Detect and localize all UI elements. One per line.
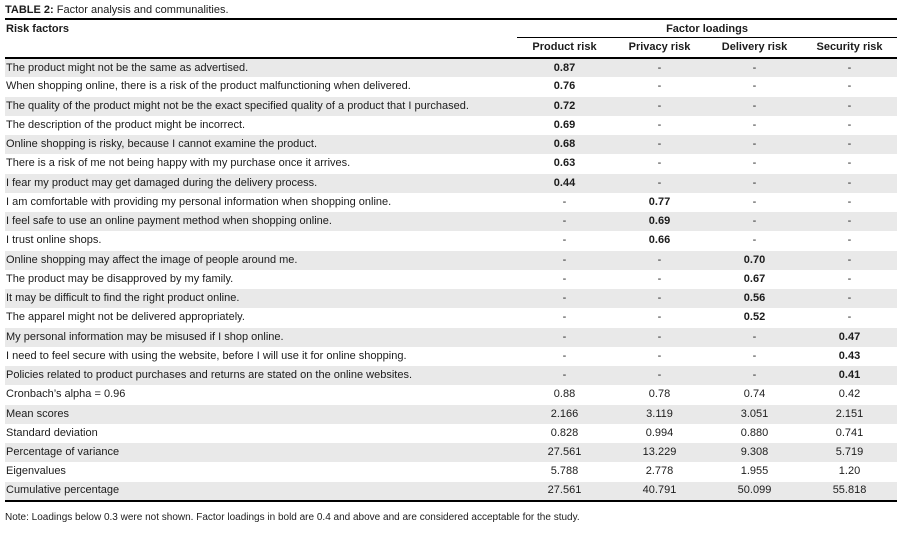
risk-factor-label: Online shopping is risky, because I cannot examine the product.: [6, 138, 318, 151]
risk-factor-label: It may be difficult to find the right product online.: [6, 292, 240, 305]
loading-value-delivery: 0.56: [743, 292, 766, 305]
column-header-risk-factors: Risk factors: [5, 20, 517, 58]
table-row: [5, 97, 897, 116]
table-caption-number: TABLE 2:: [5, 4, 54, 16]
table-row: [5, 58, 897, 77]
table-row: [5, 231, 897, 250]
table-row: [5, 443, 897, 462]
loading-value-product: 0.88: [553, 388, 576, 401]
loading-value-delivery: -: [752, 215, 757, 228]
loading-value-privacy: 13.229: [642, 446, 677, 459]
loading-value-privacy: -: [657, 292, 662, 305]
loading-value-product: 0.76: [553, 80, 576, 93]
table-row: [5, 270, 897, 289]
loading-value-security: -: [847, 157, 852, 170]
risk-factor-label: Eigenvalues: [6, 465, 66, 478]
loading-value-security: 2.151: [835, 407, 864, 420]
factor-analysis-table: [5, 20, 897, 502]
loading-value-privacy: -: [657, 253, 662, 266]
loading-value-privacy: -: [657, 176, 662, 189]
risk-factor-label: I feel safe to use an online payment method when shopping online.: [6, 215, 332, 228]
loading-value-privacy: 3.119: [646, 407, 673, 420]
table-row: [5, 347, 897, 366]
loading-value-delivery: 50.099: [737, 484, 772, 497]
table-row: [5, 174, 897, 193]
loading-value-product: 27.561: [547, 484, 582, 497]
table-row: [5, 77, 897, 96]
table-caption-text: Factor analysis and communalities.: [53, 4, 229, 16]
loading-value-security: -: [847, 215, 852, 228]
loading-value-privacy: 0.78: [648, 388, 671, 401]
loading-value-security: -: [847, 176, 852, 189]
table-note: Note: Loadings below 0.3 were not shown. Factor loadings in bold are 0.4 and above and are considered acceptable for the study.: [5, 511, 580, 523]
loading-value-security: -: [847, 234, 852, 247]
loading-value-product: 0.68: [553, 138, 576, 151]
column-header-privacy-risk: Privacy risk: [612, 37, 707, 58]
loading-value-delivery: 0.52: [743, 311, 766, 324]
loading-value-product: -: [562, 253, 567, 266]
loading-value-product: -: [562, 369, 567, 382]
loading-value-privacy: -: [657, 330, 662, 343]
loading-value-product: 0.44: [553, 176, 576, 189]
loading-value-product: -: [562, 215, 567, 228]
risk-factor-label: There is a risk of me not being happy with my purchase once it arrives.: [6, 157, 351, 170]
loading-value-security: -: [847, 272, 852, 285]
table-header: [5, 20, 897, 58]
loading-value-delivery: -: [752, 118, 757, 131]
loading-value-privacy: -: [657, 349, 662, 362]
loading-value-delivery: -: [752, 349, 757, 362]
loading-value-privacy: -: [657, 369, 662, 382]
column-header-delivery-risk: Delivery risk: [707, 37, 802, 58]
risk-factor-label: Online shopping may affect the image of people around me.: [6, 253, 298, 266]
table-row: [5, 328, 897, 347]
loading-value-delivery: -: [752, 176, 757, 189]
loading-value-delivery: 0.880: [740, 426, 769, 439]
risk-factor-label: I am comfortable with providing my personal information when shopping online.: [6, 195, 392, 208]
risk-factor-label: I need to feel secure with using the website, before I will use it for online shopping.: [6, 349, 407, 362]
loading-value-delivery: 0.74: [743, 388, 766, 401]
risk-factor-label: Percentage of variance: [6, 446, 120, 459]
table-row: [5, 116, 897, 135]
loading-value-privacy: -: [657, 157, 662, 170]
loading-value-security: 0.741: [835, 426, 864, 439]
loading-value-product: -: [562, 311, 567, 324]
table-row: [5, 154, 897, 173]
loading-value-delivery: 1.955: [740, 465, 769, 478]
risk-factor-label: The product may be disapproved by my family.: [6, 272, 234, 285]
loading-value-security: 0.47: [838, 330, 861, 343]
loading-value-product: -: [562, 349, 567, 362]
loading-value-security: 1.20: [838, 465, 861, 478]
loading-value-privacy: -: [657, 99, 662, 112]
table-row: [5, 135, 897, 154]
loading-value-security: -: [847, 99, 852, 112]
loading-value-product: 0.69: [553, 118, 576, 131]
loading-value-delivery: -: [752, 330, 757, 343]
loading-value-product: -: [562, 195, 567, 208]
loading-value-privacy: -: [657, 80, 662, 93]
loading-value-security: 0.42: [838, 388, 861, 401]
loading-value-product: 2.166: [550, 407, 579, 420]
column-header-product-risk: Product risk: [517, 37, 612, 58]
risk-factor-label: Cronbach’s alpha = 0.96: [6, 388, 126, 401]
table-row: [5, 308, 897, 327]
risk-factor-label: I trust online shops.: [6, 234, 102, 247]
loading-value-product: -: [562, 292, 567, 305]
risk-factor-label: The product might not be the same as advertised.: [6, 61, 249, 74]
loading-value-delivery: -: [752, 80, 757, 93]
loading-value-privacy: 2.778: [645, 465, 674, 478]
loading-value-product: 0.87: [553, 61, 576, 74]
table-row: [5, 251, 897, 270]
loading-value-privacy: 0.66: [648, 234, 671, 247]
loading-value-product: -: [562, 272, 567, 285]
loading-value-privacy: 0.69: [648, 215, 671, 228]
risk-factor-label: Standard deviation: [6, 426, 98, 439]
loading-value-security: -: [847, 118, 852, 131]
loading-value-delivery: -: [752, 195, 757, 208]
risk-factor-label: The apparel might not be delivered appropriately.: [6, 311, 245, 324]
loading-value-delivery: 0.70: [743, 253, 766, 266]
table-row: [5, 385, 897, 404]
loading-value-security: -: [847, 292, 852, 305]
column-group-header-factor-loadings: Factor loadings: [517, 20, 897, 37]
risk-factor-label: The description of the product might be incorrect.: [6, 118, 246, 131]
table-body: [5, 58, 897, 501]
loading-value-security: -: [847, 138, 852, 151]
loading-value-product: 0.63: [553, 157, 576, 170]
loading-value-delivery: -: [752, 369, 757, 382]
loading-value-security: -: [847, 311, 852, 324]
table-row: [5, 405, 897, 424]
loading-value-product: 0.72: [553, 99, 576, 112]
loading-value-product: 5.788: [550, 465, 579, 478]
table-container: [5, 0, 897, 524]
column-header-security-risk: Security risk: [802, 37, 897, 58]
table-caption: [5, 0, 897, 20]
loading-value-security: 0.43: [838, 349, 861, 362]
loading-value-security: -: [847, 61, 852, 74]
risk-factor-label: When shopping online, there is a risk of the product malfunctioning when delivered.: [6, 80, 411, 93]
loading-value-delivery: -: [752, 99, 757, 112]
loading-value-security: 5.719: [835, 446, 864, 459]
loading-value-privacy: -: [657, 138, 662, 151]
loading-value-security: 0.41: [838, 369, 861, 382]
loading-value-delivery: -: [752, 138, 757, 151]
risk-factor-label: Policies related to product purchases and returns are stated on the online websites.: [6, 369, 413, 382]
loading-value-delivery: 9.308: [740, 446, 769, 459]
risk-factor-label: The quality of the product might not be the exact specified quality of a product that I purchased.: [6, 99, 469, 112]
loading-value-privacy: -: [657, 272, 662, 285]
table-row: [5, 424, 897, 443]
loading-value-security: 55.818: [832, 484, 867, 497]
table-row: [5, 289, 897, 308]
loading-value-security: -: [847, 253, 852, 266]
loading-value-product: 0.828: [550, 426, 579, 439]
loading-value-privacy: 40.791: [642, 484, 677, 497]
loading-value-privacy: -: [657, 61, 662, 74]
table-row: [5, 193, 897, 212]
table-row: [5, 462, 897, 481]
table-row: [5, 212, 897, 231]
loading-value-security: -: [847, 80, 852, 93]
loading-value-delivery: -: [752, 234, 757, 247]
loading-value-privacy: 0.994: [645, 426, 674, 439]
table-row: [5, 366, 897, 385]
loading-value-product: -: [562, 234, 567, 247]
loading-value-product: 27.561: [547, 446, 582, 459]
risk-factor-label: My personal information may be misused if I shop online.: [6, 330, 284, 343]
loading-value-delivery: -: [752, 61, 757, 74]
risk-factor-label: Cumulative percentage: [6, 484, 120, 497]
loading-value-privacy: 0.77: [648, 195, 671, 208]
loading-value-privacy: -: [657, 118, 662, 131]
loading-value-product: -: [562, 330, 567, 343]
loading-value-delivery: 0.67: [743, 272, 766, 285]
loading-value-privacy: -: [657, 311, 662, 324]
loading-value-delivery: -: [752, 157, 757, 170]
risk-factor-label: Mean scores: [6, 407, 69, 420]
table-row: [5, 482, 897, 501]
loading-value-security: -: [847, 195, 852, 208]
risk-factor-label: I fear my product may get damaged during the delivery process.: [6, 176, 318, 189]
loading-value-delivery: 3.051: [740, 407, 769, 420]
